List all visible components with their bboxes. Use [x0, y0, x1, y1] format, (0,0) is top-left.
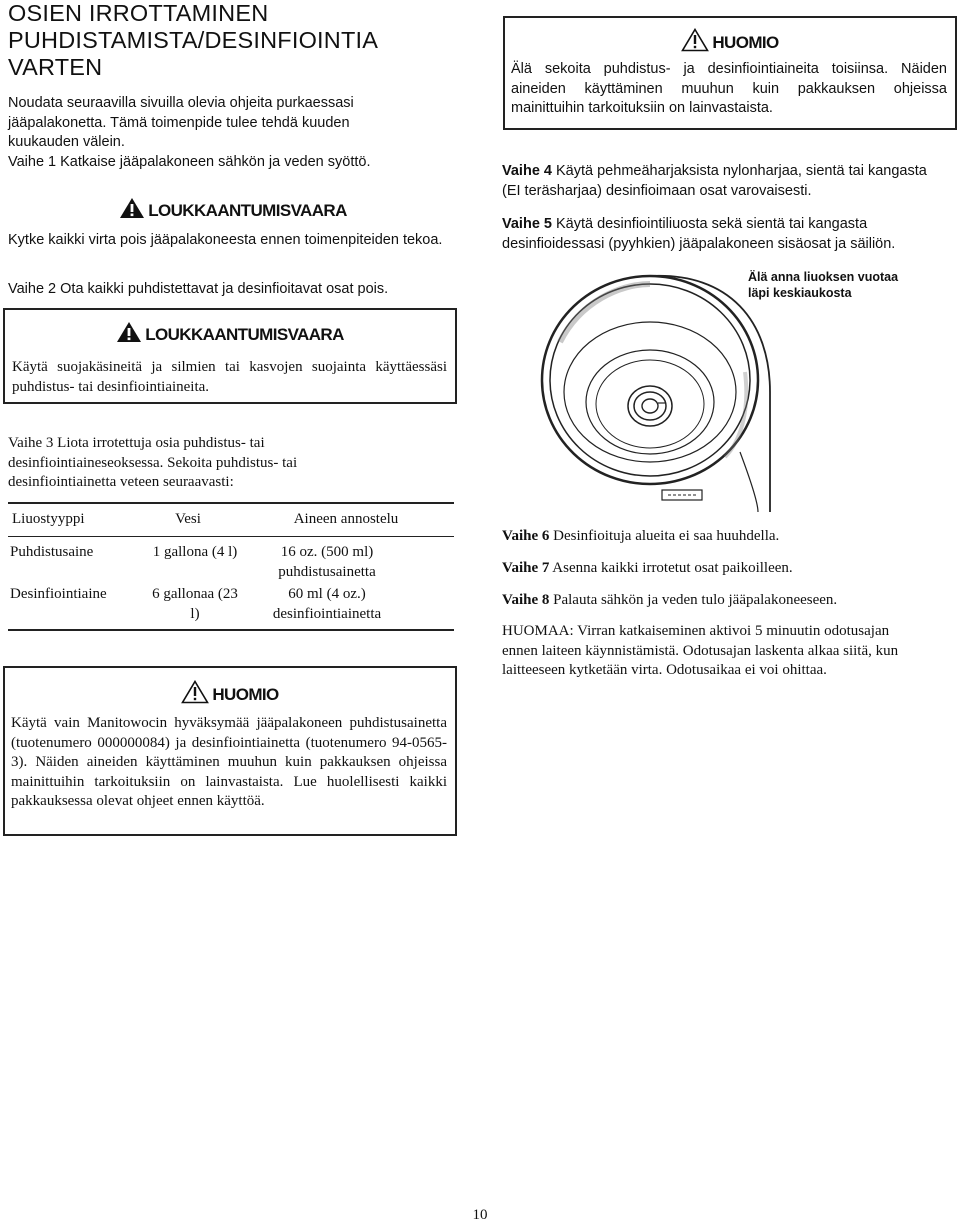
- intro-line: kuukauden välein.: [8, 134, 125, 150]
- warning-box-2: [3, 308, 457, 404]
- note-paragraph: HUOMAA: Virran katkaiseminen aktivoi 5 minuutin odotusajan ennen laiteen käynnistämistä. Odotusajan laskenta alkaa siitä, kun laitteeseen kytketään virta. Odotusaikaa ei voi ohittaa.: [502, 623, 899, 678]
- step-label: Vaihe 5: [502, 216, 552, 232]
- page-number: 10: [472, 1207, 488, 1223]
- warning-block-1: [8, 197, 458, 251]
- step-label: Vaihe 6: [502, 528, 550, 544]
- step-4: [502, 162, 942, 201]
- solution-table: [8, 502, 454, 631]
- heading-line: OSIEN IRROTTAMINEN: [8, 0, 269, 26]
- step-text: Ota kaikki puhdistettavat ja desinfioitavat osat pois.: [56, 281, 389, 297]
- notice-box-right: [503, 16, 957, 130]
- step-8: [502, 591, 942, 611]
- intro-line: jääpalakonetta. Tämä toimenpide tulee tehdä kuuden: [8, 114, 350, 131]
- warning-triangle-icon: [119, 197, 148, 224]
- notice-text: Käytä vain Manitowocin hyväksymää jääpalakoneen puhdistusainetta (tuotenumero 000000084) ja desinfiointiainetta (tuotenumero 94-0565-3). Näiden aineiden käyttäminen muuhun kuin pakkauksen ohjeissa mainittuihin tarkoituksiin on lainvastaista. Lue huolellisesti kaikki pakkauksessa olevat ohjeet ennen käyttöä.: [11, 715, 447, 809]
- table-cell: 6 gallonaa (23 l): [152, 586, 238, 622]
- bin-illustration: [540, 262, 920, 512]
- notice-title: HUOMIO: [212, 684, 279, 704]
- table-header-row: [8, 504, 454, 534]
- column-header: Liuostyyppi: [12, 511, 85, 527]
- notice-title: HUOMIO: [712, 32, 779, 52]
- step-label: Vaihe 8: [502, 592, 550, 608]
- step-2: [8, 280, 448, 300]
- notice-heading: [5, 680, 455, 709]
- table-cell: 60 ml (4 oz.) desinfiointiainetta: [272, 586, 382, 622]
- step-label: Vaihe 4: [502, 163, 552, 179]
- step-1: [8, 153, 448, 173]
- table-cell: Puhdistusaine: [10, 544, 94, 560]
- warning-title: LOUKKAANTUMISVAARA: [148, 200, 347, 220]
- column-header: Vesi: [175, 511, 201, 527]
- step-text: Desinfioituja alueita ei saa huuhdella.: [549, 528, 780, 544]
- step-3: [8, 434, 328, 493]
- table-row: [8, 582, 454, 624]
- step-label: Vaihe 3: [8, 435, 54, 451]
- heading-line: PUHDISTAMISTA/DESINFIOINTIA: [8, 27, 379, 53]
- step-text: Katkaise jääpalakoneen sähkön ja veden syöttö.: [56, 154, 371, 170]
- table-cell: Desinfiointiaine: [10, 586, 107, 602]
- warning-text: Käytä suojakäsineitä ja silmien tai kasvojen suojainta käyttäessäsi puhdistus- tai desinfiointiaineita.: [12, 359, 447, 395]
- warning-title: LOUKKAANTUMISVAARA: [145, 324, 344, 344]
- notice-heading: [505, 28, 955, 57]
- step-6: [502, 527, 942, 547]
- figure-caption: [748, 269, 918, 301]
- caution-triangle-icon: [681, 28, 712, 57]
- caption-line: Älä anna liuoksen vuotaa: [748, 270, 899, 284]
- warning-heading: [5, 321, 455, 348]
- caption-line: läpi keskiaukosta: [748, 286, 852, 300]
- caution-triangle-icon: [181, 680, 212, 709]
- section-heading: [8, 0, 428, 81]
- warning-heading: [8, 197, 458, 224]
- warning-triangle-icon: [116, 321, 145, 348]
- step-label: Vaihe 2: [8, 281, 57, 297]
- table-cell: 16 oz. (500 ml) puhdistusainetta: [278, 544, 376, 580]
- table-cell: 1 gallona (4 l): [152, 544, 238, 560]
- step-label: Vaihe 7: [502, 560, 550, 576]
- column-header: Aineen annostelu: [293, 511, 399, 527]
- warning-text: Kytke kaikki virta pois jääpalakoneesta ennen toimenpiteiden tekoa.: [8, 232, 443, 248]
- step-text: Liota irrotettuja osia puhdistus- tai desinfiointiaineseoksessa. Sekoita puhdistus- tai desinfiointiainetta veteen seuraavasti:: [8, 435, 298, 490]
- step-text: Palauta sähkön ja veden tulo jääpalakoneeseen.: [549, 592, 838, 608]
- step-label: Vaihe 1: [8, 154, 57, 170]
- intro-line: Noudata seuraavilla sivuilla olevia ohjeita purkaessasi: [8, 95, 354, 111]
- step-text: Käytä pehmeäharjaksista nylonharjaa, sientä tai kangasta (EI teräsharjaa) desinfioimaan osat varovaisesti.: [502, 163, 927, 199]
- intro-paragraph: [8, 94, 428, 153]
- step-text: Asenna kaikki irrotetut osat paikoilleen.: [549, 560, 793, 576]
- notice-box-left: [3, 666, 457, 836]
- step-5: [502, 215, 942, 254]
- step-text: Käytä desinfiointiliuosta sekä sientä tai kangasta desinfioidessasi (pyyhkien) jääpalakoneen sisäosat ja säiliön.: [502, 216, 896, 252]
- notice-text: Älä sekoita puhdistus- ja desinfiointiaineita toisiinsa. Näiden aineiden käyttäminen muuhun kuin pakkauksen ohjeissa mainittuihin tarkoituksiin on lainvastaista.: [511, 61, 947, 116]
- table-row: [8, 543, 454, 582]
- step-7: [502, 559, 942, 579]
- heading-line: VARTEN: [8, 54, 103, 80]
